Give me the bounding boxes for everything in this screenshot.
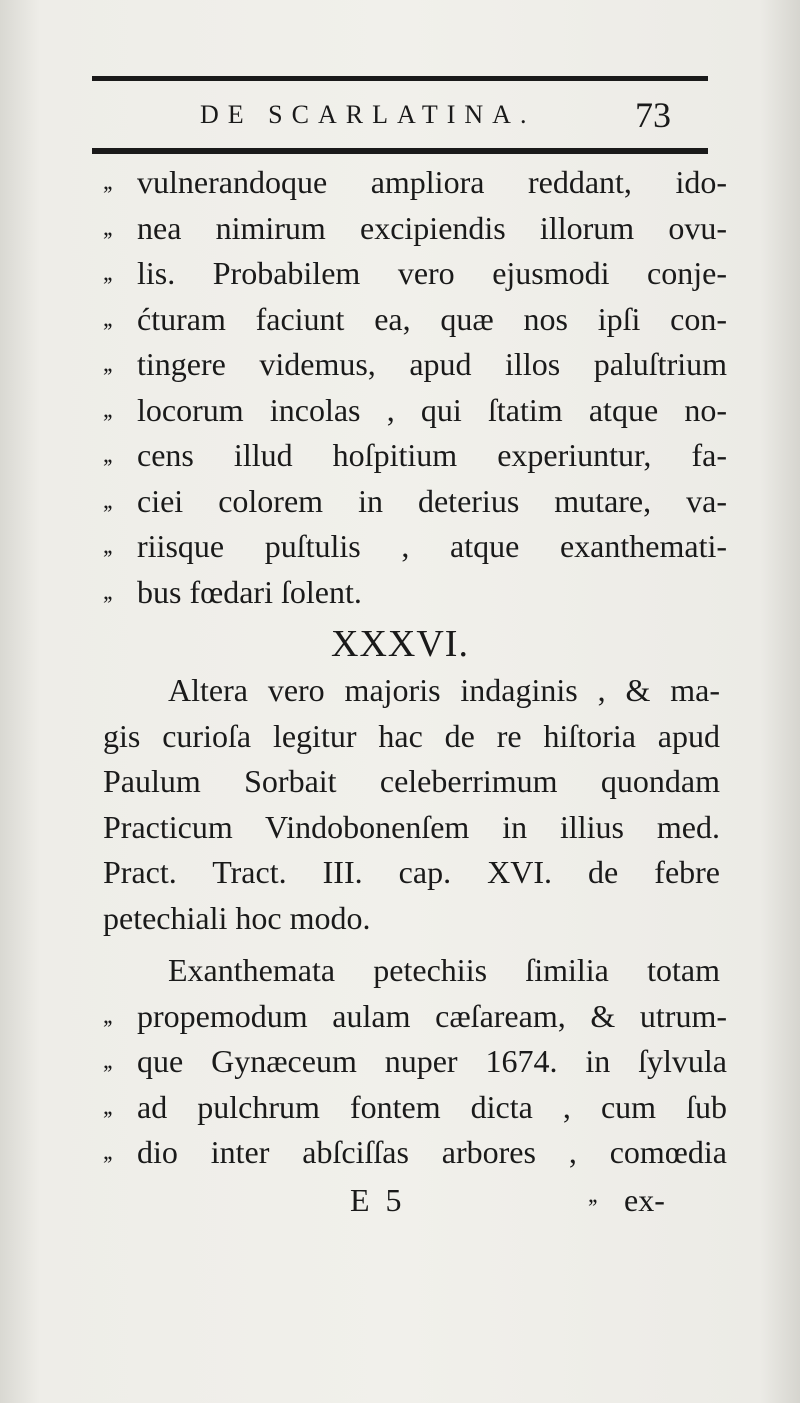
quote-mark: ,, [103, 533, 111, 559]
header-rule-top [92, 76, 708, 81]
quote-mark: ,, [103, 351, 111, 377]
quote-mark: ,, [103, 305, 111, 332]
line-text: ćturam faciunt ea, quæ nos ipſi con- [137, 300, 727, 337]
text-line [103, 805, 720, 851]
line-text: petechiali hoc modo. [103, 899, 371, 936]
line-text: que Gynæceum nuper 1674. in ſylvula [137, 1043, 727, 1079]
catchword-text: ex- [624, 1182, 665, 1218]
text-line [103, 1130, 727, 1176]
text-line [103, 433, 727, 479]
text-line [103, 206, 727, 252]
line-text: dio inter abſciſſas arbores , comœdia [137, 1134, 727, 1170]
quote-mark: ,, [103, 487, 111, 514]
text-line [103, 668, 720, 714]
quoted-passage-1 [103, 160, 727, 615]
text-line [103, 714, 720, 760]
line-text: Paulum Sorbait celeberrimum quondam [103, 763, 720, 799]
text-line [103, 388, 727, 434]
quote-mark: ,, [103, 169, 111, 195]
line-text: Practicum Vindobonenſem in illius med. [103, 808, 720, 845]
paragraph-1 [103, 668, 720, 941]
quote-mark: ,, [103, 1002, 111, 1029]
text-line [103, 896, 720, 942]
text-line [103, 850, 720, 896]
line-text: lis. Probabilem vero ejusmodi conje- [137, 255, 727, 291]
line-text: nea nimirum excipiendis illorum ovu- [137, 209, 727, 246]
text-line [103, 524, 727, 570]
page-number: 73 [635, 95, 671, 135]
line-text: bus fœdari ſolent. [137, 573, 362, 610]
quote-mark: ,, [103, 260, 111, 286]
quote-mark: ,, [103, 578, 111, 605]
quoted-passage-2 [103, 948, 727, 1176]
signature-mark: E 5 [350, 1182, 406, 1218]
quote-mark: ,, [588, 1182, 596, 1208]
line-text: Pract. Tract. III. cap. XVI. de febre [103, 854, 720, 890]
quote-mark: ,, [103, 1139, 111, 1165]
quote-mark: ,, [103, 214, 111, 241]
line-text: Altera vero majoris indaginis , & ma- [168, 672, 720, 708]
line-text: cens illud hoſpitium experiuntur, fa- [137, 437, 727, 473]
text-line [103, 342, 727, 388]
line-text: locorum incolas , qui ſtatim atque no- [137, 391, 727, 428]
section-heading: XXXVI. [331, 623, 469, 665]
line-text: gis curioſa legitur hac de re hiſtoria apud [103, 717, 720, 754]
line-text: ciei colorem in deterius mutare, va- [137, 482, 727, 519]
quote-mark: ,, [103, 1093, 111, 1120]
text-line [103, 251, 727, 297]
text-line [103, 570, 720, 616]
line-text: Exanthemata petechiis ſimilia totam [168, 952, 720, 988]
text-line [103, 297, 727, 343]
quote-mark: ,, [103, 1048, 111, 1074]
quote-mark: ,, [103, 442, 111, 468]
header-rule-bottom [92, 148, 708, 154]
text-line [103, 948, 720, 994]
line-text: propemodum aulam cæſaream, & utrum- [137, 997, 727, 1034]
line-text: vulnerandoque ampliora reddant, ido- [137, 164, 727, 200]
line-text: tingere videmus, apud illos paluſtrium [137, 346, 727, 382]
quote-mark: ,, [103, 396, 111, 423]
catchword [588, 1182, 665, 1219]
text-line [103, 994, 727, 1040]
running-head: DE SCARLATINA. [200, 100, 536, 129]
text-line [103, 1039, 727, 1085]
text-line [103, 160, 727, 206]
line-text: riisque puſtulis , atque exanthemati- [137, 528, 727, 564]
text-line [103, 759, 720, 805]
line-text: ad pulchrum fontem dicta , cum ſub [137, 1088, 727, 1125]
text-line [103, 479, 727, 525]
text-line [103, 1085, 727, 1131]
